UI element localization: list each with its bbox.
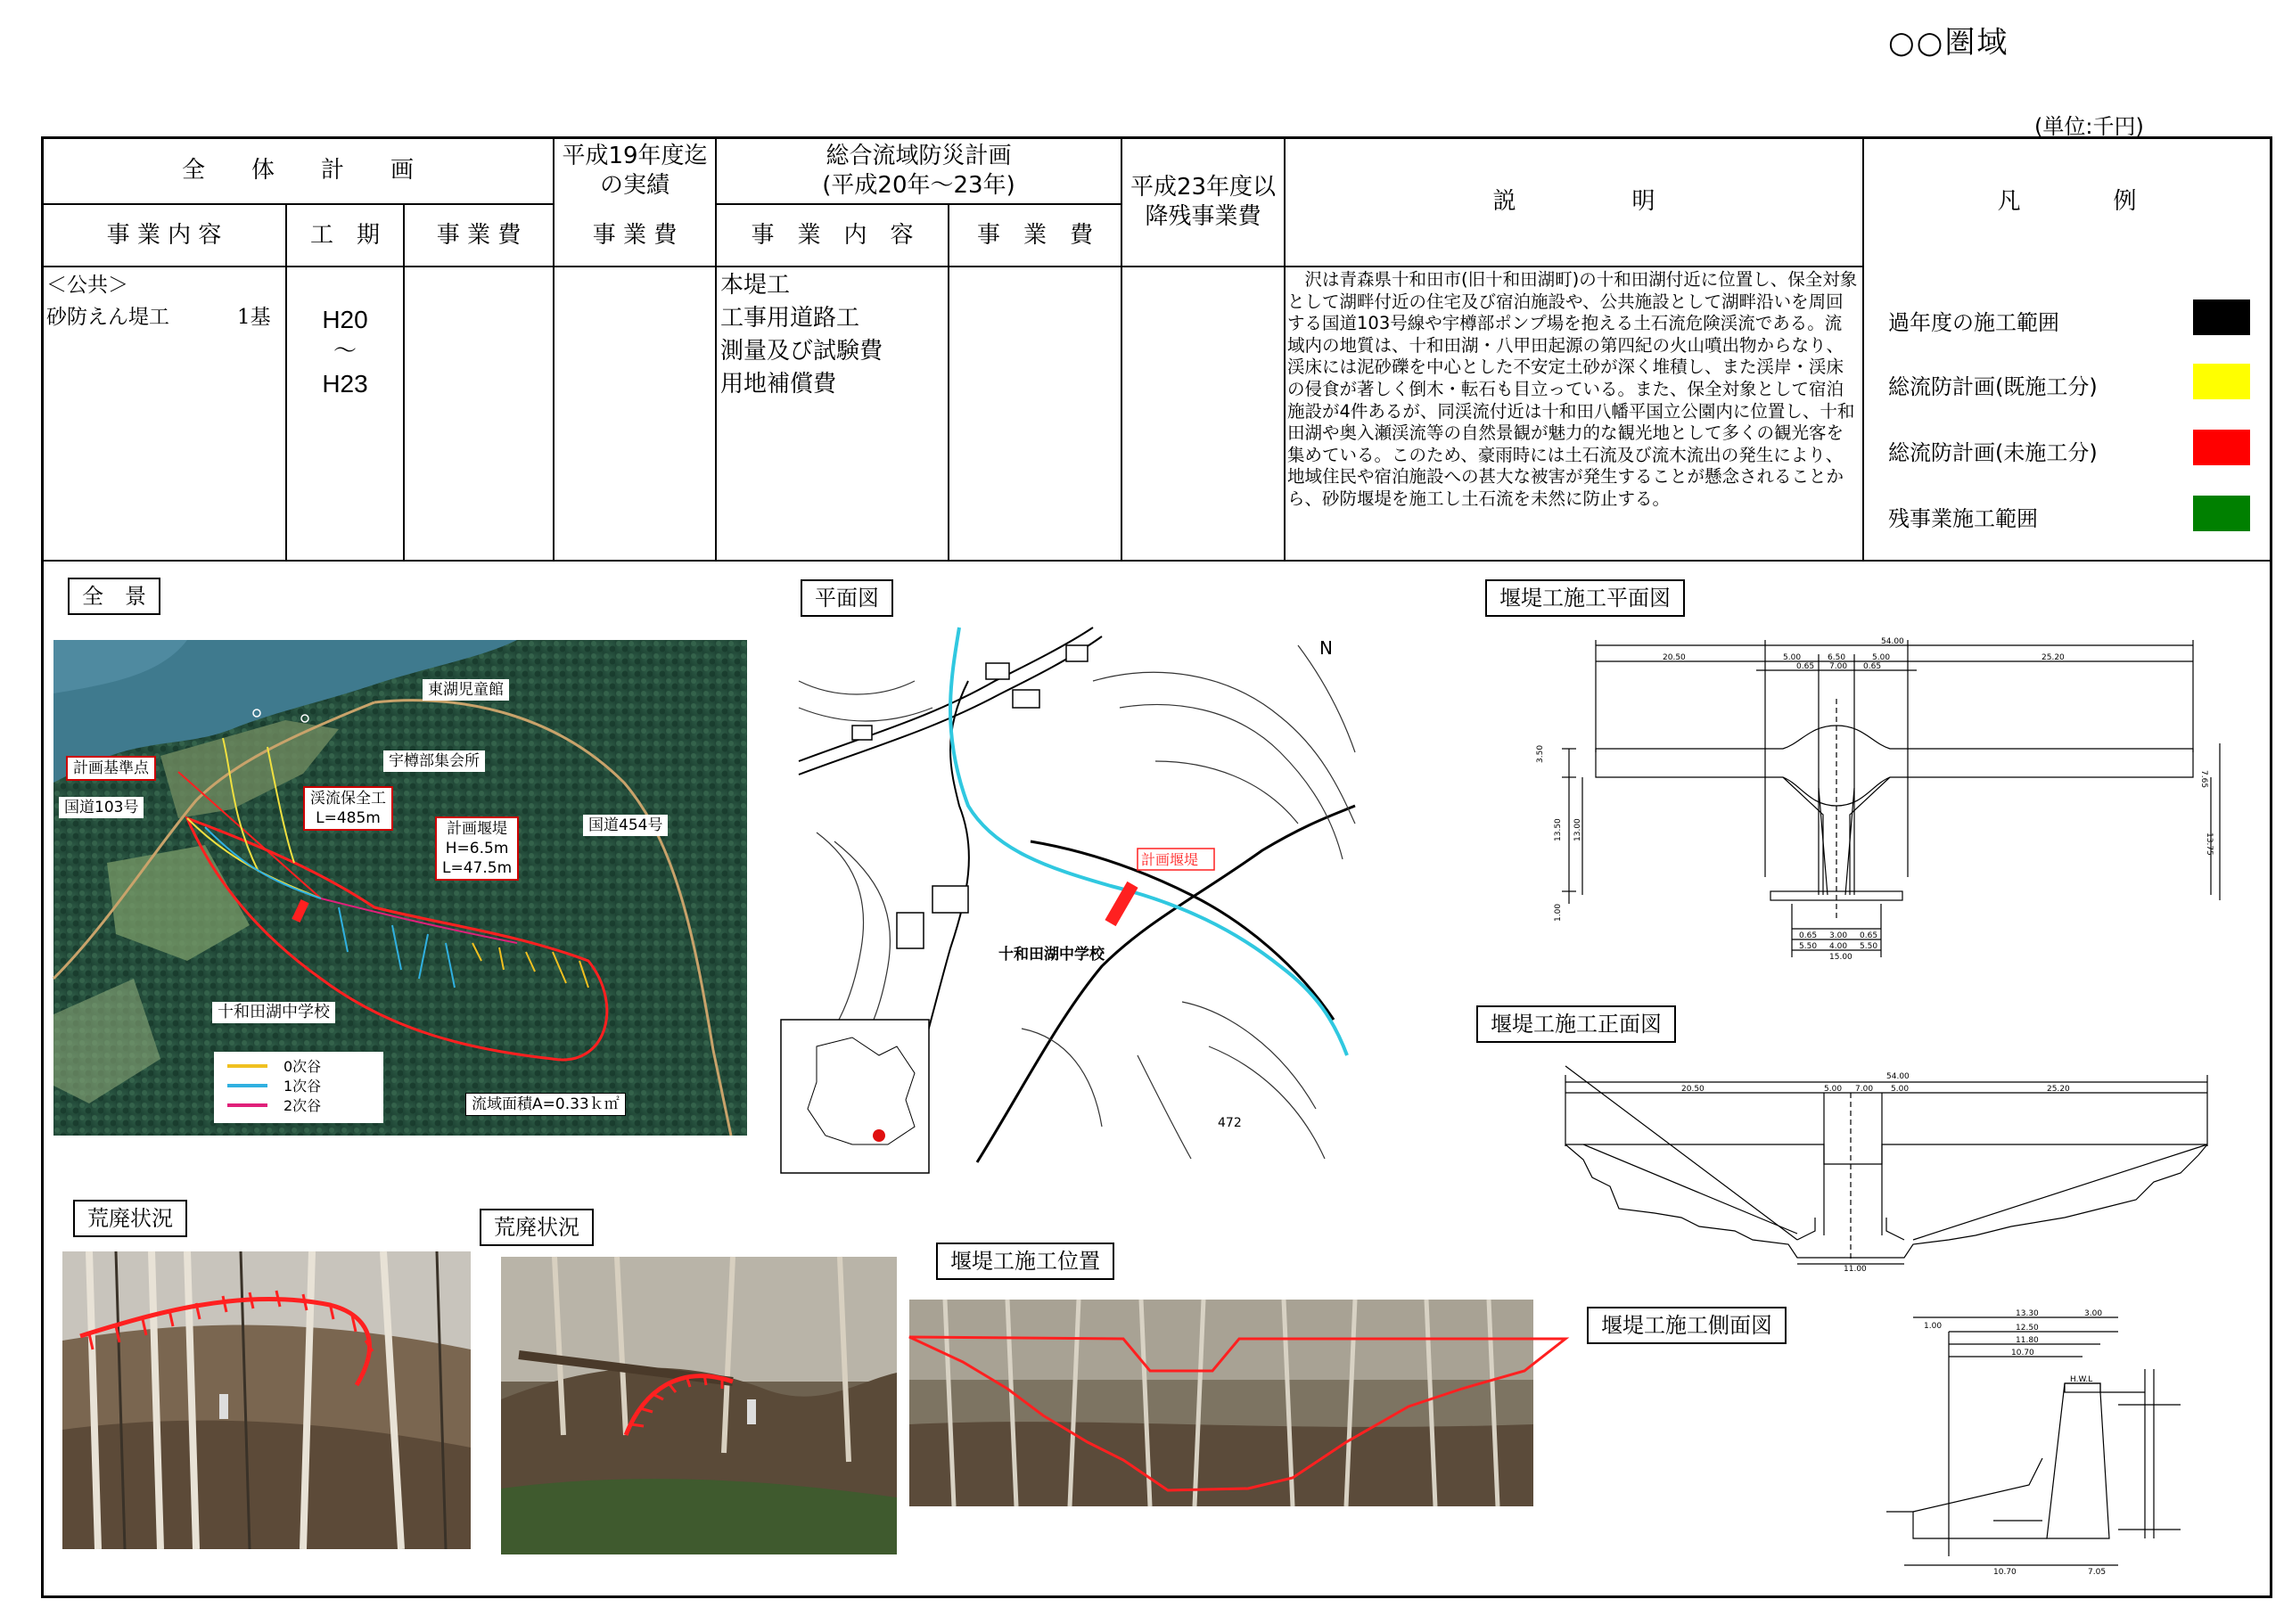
table-bottom-line	[41, 560, 2272, 562]
header-integrated-plan	[717, 138, 1121, 203]
dam-side-tag: 堰堤工施工側面図	[1587, 1307, 1787, 1344]
plan-dim-d: 5.00	[1872, 653, 1891, 662]
ruin2-tag: 荒廃状況	[480, 1209, 594, 1246]
ruin2-photo	[501, 1257, 897, 1554]
side-dim-g: 10.70	[1993, 1568, 2017, 1577]
row-period-tilde: ～	[333, 338, 357, 365]
label-stream-conservation-1: 渓流保全工	[310, 790, 386, 808]
row-work-name: 砂防えん堤工	[46, 306, 169, 329]
front-dim-bot: 11.00	[1844, 1265, 1867, 1274]
plan-dim-top: 54.00	[1881, 637, 1904, 646]
legend-label-2: 総流防計画(既施工分)	[1888, 374, 2098, 399]
plan-dim-g: 7.00	[1829, 662, 1848, 671]
label-planned-dam-1: 計画堰堤	[447, 820, 508, 838]
plan-dim-left3: 13.00	[1573, 818, 1582, 841]
label-east-lake-hall: 東湖児童館	[423, 679, 509, 701]
label-stream-conservation-2: L=485m	[316, 809, 381, 827]
header-integrated-plan-line1: 総合流域防災計画	[826, 143, 1012, 169]
overview-aerial-photo	[53, 640, 747, 1136]
plan-dim-bot6: 5.50	[1860, 942, 1878, 951]
dam-front-tag: 堰堤工施工正面図	[1476, 1005, 1676, 1043]
label-plan-base-point: 計画基準点	[66, 756, 156, 781]
dam-plan-tag: 堰堤工施工平面図	[1485, 579, 1685, 617]
side-dim-f: 1.00	[1924, 1322, 1943, 1331]
plan-dim-bot5: 4.00	[1829, 942, 1848, 951]
header-period: 工 期	[309, 221, 380, 249]
plan-map	[799, 627, 1355, 1159]
header-legend: 凡 例	[1997, 188, 2137, 216]
plan-dim-c: 6.50	[1828, 653, 1846, 662]
plan-dim-a: 20.50	[1663, 653, 1686, 662]
plan-map-school-label: 十和田湖中学校	[998, 946, 1105, 964]
front-dim-c: 7.00	[1855, 1085, 1874, 1094]
header-description: 説 明	[1492, 188, 1655, 216]
plan-dim-right1: 7.65	[2199, 770, 2208, 789]
plan-dim-bot2: 3.00	[1829, 931, 1848, 940]
dam-plan-drawing	[1516, 627, 2214, 984]
label-utarube-hall: 宇樽部集会所	[383, 750, 485, 772]
header-after-h23	[1122, 138, 1284, 266]
legend-label-4: 残事業施工範囲	[1888, 506, 2038, 531]
header-work-content: 事 業 内 容	[106, 221, 222, 249]
valley-legend-2: 2次谷	[283, 1097, 322, 1114]
front-dim-a: 20.50	[1681, 1085, 1705, 1094]
legend-swatch-red	[2193, 430, 2250, 465]
label-stream-conservation	[303, 786, 393, 831]
side-dim-b: 12.50	[2016, 1324, 2039, 1333]
row-category: ＜公共＞	[46, 274, 128, 297]
ruin2-photo-graphic	[501, 1257, 897, 1554]
label-route103: 国道103号	[59, 797, 144, 818]
legend-swatch-yellow	[2193, 364, 2250, 399]
label-route454: 国道454号	[583, 815, 668, 836]
plan-dim-left1: 3.50	[1536, 744, 1545, 763]
legend-swatch-green	[2193, 496, 2250, 531]
plan-map-north: N	[1319, 637, 1333, 659]
region-title: ○○圏域	[1888, 25, 2009, 61]
row-quantity: 1基	[237, 306, 271, 329]
header-after-h23-text: 平成23年度以降残事業費	[1130, 174, 1277, 230]
ruin1-photo-graphic	[62, 1251, 471, 1549]
plan-dim-bot7: 15.00	[1829, 953, 1852, 962]
valley-legend-0: 0次谷	[283, 1058, 322, 1075]
header-divider	[41, 266, 1864, 267]
row-period-to: H23	[322, 370, 368, 398]
plan-item-2: 工事用道路工	[720, 305, 860, 332]
front-dim-e: 25.20	[2047, 1085, 2070, 1094]
plan-dim-right2: 13.75	[2205, 833, 2214, 856]
legend-label-3: 総流防計画(未施工分)	[1888, 440, 2098, 465]
plan-map-elevation: 472	[1218, 1116, 1242, 1130]
plan-dim-h: 0.65	[1863, 662, 1882, 671]
label-planned-dam-3: L=47.5m	[442, 859, 513, 877]
header-h19-actual	[555, 138, 715, 203]
header-overall-plan: 全 体 計 画	[181, 157, 414, 185]
dam-site-photo	[909, 1300, 1565, 1515]
plan-dim-bot1: 0.65	[1799, 931, 1818, 940]
plan-dim-f: 0.65	[1796, 662, 1815, 671]
plan-dim-left2: 13.50	[1554, 818, 1563, 841]
row-period-from: H20	[322, 306, 368, 333]
header-cost-h19: 事 業 費	[592, 221, 678, 249]
side-dim-h: 7.05	[2088, 1568, 2107, 1577]
overview-tag: 全 景	[68, 578, 160, 615]
valley-legend-1: 1次谷	[283, 1078, 322, 1095]
side-dim-a: 13.30	[2016, 1309, 2039, 1318]
front-dim-top: 54.00	[1886, 1072, 1910, 1081]
unit-note: (単位:千円)	[2034, 114, 2144, 139]
side-hwl: H.W.L	[2070, 1375, 2093, 1384]
plan-item-4: 用地補償費	[720, 371, 837, 398]
side-dim-c: 11.80	[2016, 1336, 2039, 1345]
ruin1-photo	[62, 1251, 471, 1549]
legend-swatch-black	[2193, 299, 2250, 335]
header-cost: 事 業 費	[436, 221, 522, 249]
plan-dim-b: 5.00	[1783, 653, 1802, 662]
dam-site-tag: 堰堤工施工位置	[936, 1243, 1114, 1280]
ruin1-tag: 荒廃状況	[73, 1200, 187, 1237]
dam-side-drawing	[1851, 1307, 2261, 1583]
legend-label-1: 過年度の施工範囲	[1888, 310, 2059, 335]
plan-dim-bot4: 5.50	[1799, 942, 1818, 951]
front-dim-d: 5.00	[1891, 1085, 1910, 1094]
plan-dim-left4: 1.00	[1554, 903, 1563, 922]
plan-map-tag: 平面図	[801, 579, 893, 617]
plan-item-3: 測量及び試験費	[720, 338, 883, 365]
aerial-map-graphic	[53, 640, 747, 1136]
plan-item-1: 本堤工	[720, 272, 791, 299]
dam-front-drawing	[1530, 1057, 2216, 1274]
label-planned-dam-2: H=6.5m	[445, 840, 509, 857]
plan-dim-bot3: 0.65	[1860, 931, 1878, 940]
plan-map-dam-label: 計画堰堤	[1141, 851, 1199, 868]
label-school: 十和田湖中学校	[212, 1002, 335, 1023]
front-dim-b: 5.00	[1824, 1085, 1843, 1094]
header-plan-cost: 事 業 費	[976, 221, 1093, 249]
side-dim-d: 10.70	[2011, 1349, 2034, 1357]
header-plan-content: 事 業 内 容	[751, 221, 914, 249]
dam-site-photo-graphic	[909, 1300, 1565, 1515]
label-planned-dam	[435, 816, 519, 881]
plan-map-graphic	[799, 627, 1355, 1159]
plan-dim-e: 25.20	[2041, 653, 2065, 662]
side-dim-e: 3.00	[2084, 1309, 2103, 1318]
label-catchment: 流域面積A=0.33ｋ㎡	[465, 1093, 626, 1116]
header-integrated-plan-line2: (平成20年～23年)	[822, 171, 1015, 199]
header-h19-actual-text: 平成19年度迄の実績	[562, 143, 708, 199]
description-text: 沢は青森県十和田市(旧十和田湖町)の十和田湖付近に位置し、保全対象として湖畔付近の住宅及び宿泊施設や、公共施設として湖畔沿いを周回する国道103号線や宇樽部ポンプ場を抱える土石流危険渓流である。流域内の地質は、十和田湖・八甲田起源の第四紀の火山噴出物からなり、渓床には泥砂礫を中心とした不安定土砂が深く堆積し、また渓岸・渓床の侵食が著しく倒木・転石も目立っている。また、保全対象として宿泊施設が4件あるが、同渓流付近は十和田八幡平国立公園内に位置し、十和田湖や奥入瀬渓流等の自然景観が魅力的な観光地として多くの観光客を集めている。このため、豪雨時には土石流及び流木流出の発生により、地域住民や宿泊施設への甚大な被害が発生することが懸念されることから、砂防堰堤を施工し土石流を未然に防止する。	[1287, 269, 1858, 509]
